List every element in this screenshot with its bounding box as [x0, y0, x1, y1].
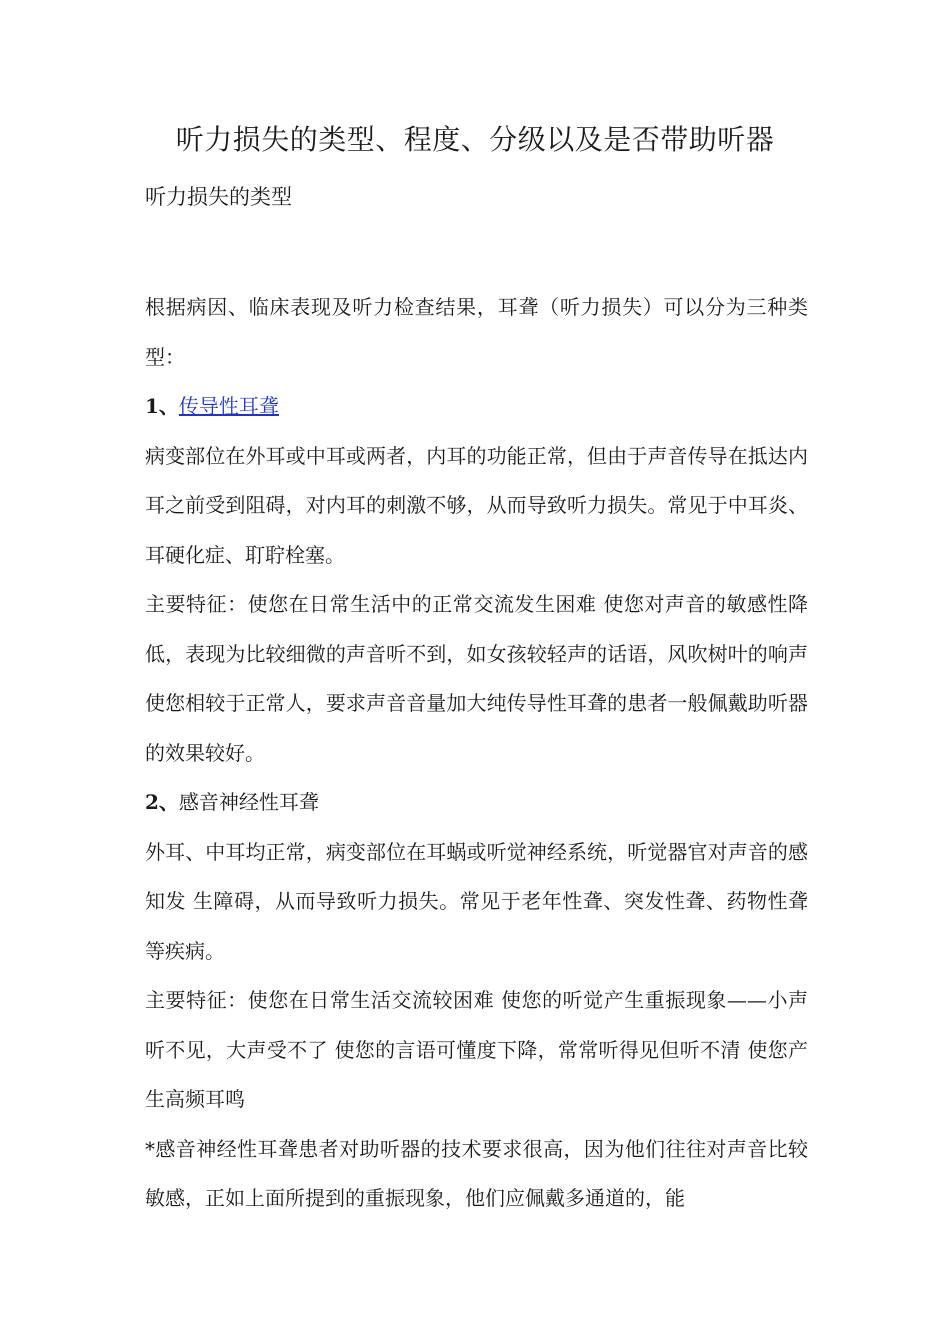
document-body	[145, 283, 808, 1224]
document-title: 听力损失的类型、程度、分级以及是否带助听器	[175, 123, 775, 156]
conductive-hearing-loss-link[interactable]: 传导性耳聋	[178, 394, 279, 418]
section-subtitle: 听力损失的类型	[145, 185, 292, 209]
section2-note: *感音神经性耳聋患者对助听器的技术要求很高，因为他们往往对声音比较敏感，正如上面所提到的重振现象，他们应佩戴多通道的，能	[145, 1136, 808, 1210]
section1-heading	[145, 382, 808, 432]
intro-paragraph: 根据病因、临床表现及听力检查结果，耳聋（听力损失）可以分为三种类型：	[145, 295, 808, 369]
section2-heading-text: 感音神经性耳聋	[178, 790, 319, 814]
section2-features: 主要特征：使您在日常生活交流较困难 使您的听觉产生重振现象——小声听不见，大声受不了 使您的言语可懂度下降，常常听得见但听不清 使您产生高频耳鸣	[145, 988, 808, 1111]
section2-number: 2、	[145, 790, 179, 814]
section1-number: 1、	[145, 394, 179, 418]
section2-heading	[145, 778, 808, 828]
section1-features: 主要特征：使您在日常生活中的正常交流发生困难 使您对声音的敏感性降低，表现为比较细微的声音听不到，如女孩较轻声的话语，风吹树叶的响声 使您相较于正常人，要求声音音量加大纯传导性耳聋的患者一般佩戴助听器的效果较好。	[145, 592, 808, 765]
section1-description: 病变部位在外耳或中耳或两者，内耳的功能正常，但由于声音传导在抵达内耳之前受到阻碍，对内耳的刺激不够，从而导致听力损失。常见于中耳炎、耳硬化症、耵聍栓塞。	[145, 443, 808, 567]
section2-description: 外耳、中耳均正常，病变部位在耳蜗或听觉神经系统，听觉器官对声音的感知发 生障碍，从而导致听力损失。常见于老年性聋、突发性聋、药物性聋等疾病。	[145, 839, 808, 963]
